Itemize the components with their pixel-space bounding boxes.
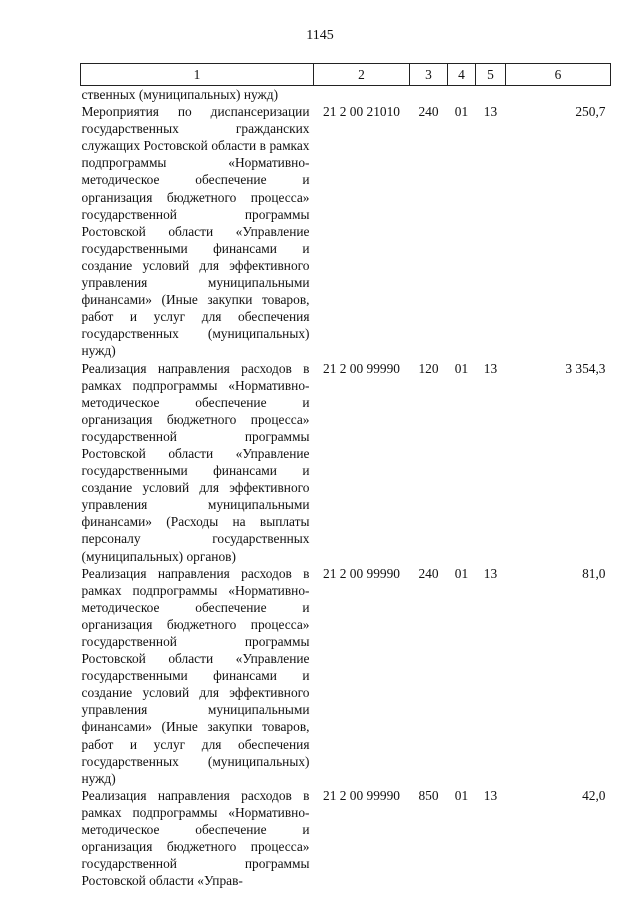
header-col-1: 1 (81, 64, 314, 86)
row-col5: 13 (483, 104, 498, 120)
table-row (81, 787, 611, 890)
header-col-2: 2 (314, 64, 410, 86)
row-amount: 42,0 (582, 787, 606, 803)
header-row (81, 64, 611, 86)
row-amount: 3 354,3 (565, 360, 606, 376)
table-row (81, 565, 611, 787)
header-col-3: 3 (410, 64, 448, 86)
table-row (81, 360, 611, 565)
row-description: Мероприятия по диспансеризации государственных гражданских служащих Ростовской области в рамках подпрограммы «Нормативно-методическое обеспечение и организация бюджетного процесса» государственной программы Ростовской области «Управление государственными финансами и создание условий для эффективного управления муниципальными финансами» (Иные закупки товаров, работ и услуг для обеспечения государственных (муниципальных) нужд) (81, 104, 310, 359)
row-code: 21 2 00 99990 (323, 565, 400, 581)
empty-cell (410, 86, 448, 104)
row-code: 21 2 00 99990 (323, 787, 400, 803)
empty-cell (448, 86, 476, 104)
continuation-row (81, 86, 611, 104)
row-col5: 13 (483, 565, 498, 581)
row-description: Реализация направления расходов в рамках подпрограммы «Нормативно-методическое обеспечение и организация бюджетного процесса» государственной программы Ростовской области «Управ- (81, 787, 310, 889)
row-amount: 81,0 (582, 565, 606, 581)
empty-cell (476, 86, 506, 104)
table-row (81, 103, 611, 359)
empty-cell (314, 86, 410, 104)
header-col-4: 4 (448, 64, 476, 86)
empty-cell (506, 86, 611, 104)
row-code: 21 2 00 21010 (323, 104, 400, 120)
row-col5: 13 (483, 787, 498, 803)
table-body (81, 86, 611, 890)
row-col4: 01 (454, 360, 469, 376)
row-description: Реализация направления расходов в рамках подпрограммы «Нормативно-методическое обеспечение и организация бюджетного процесса» государственной программы Ростовской области «Управление государственными финансами и создание условий для эффективного управления муниципальными финансами» (Иные закупки товаров, работ и услуг для обеспечения государственных (муниципальных) нужд) (81, 565, 310, 786)
header-col-5: 5 (476, 64, 506, 86)
continuation-text: ственных (муниципальных) нужд) (81, 87, 279, 102)
row-col4: 01 (454, 104, 469, 120)
budget-table (80, 63, 611, 889)
row-col3: 850 (418, 787, 439, 803)
row-code: 21 2 00 99990 (323, 360, 400, 376)
row-col3: 240 (418, 104, 439, 120)
row-col5: 13 (483, 360, 498, 376)
row-description: Реализация направления расходов в рамках подпрограммы «Нормативно-методическое обеспечение и организация бюджетного процесса» государственной программы Ростовской области «Управление государственными финансами и создание условий для эффективного управления муниципальными финансами» (Расходы на выплаты персоналу государственных (муниципальных) органов) (81, 360, 310, 564)
table-header (81, 64, 611, 86)
row-amount: 250,7 (575, 104, 606, 120)
page-number: 1145 (306, 28, 334, 43)
row-col4: 01 (454, 565, 469, 581)
row-col4: 01 (454, 787, 469, 803)
row-col3: 240 (418, 565, 439, 581)
header-col-6: 6 (506, 64, 611, 86)
row-col3: 120 (418, 360, 439, 376)
